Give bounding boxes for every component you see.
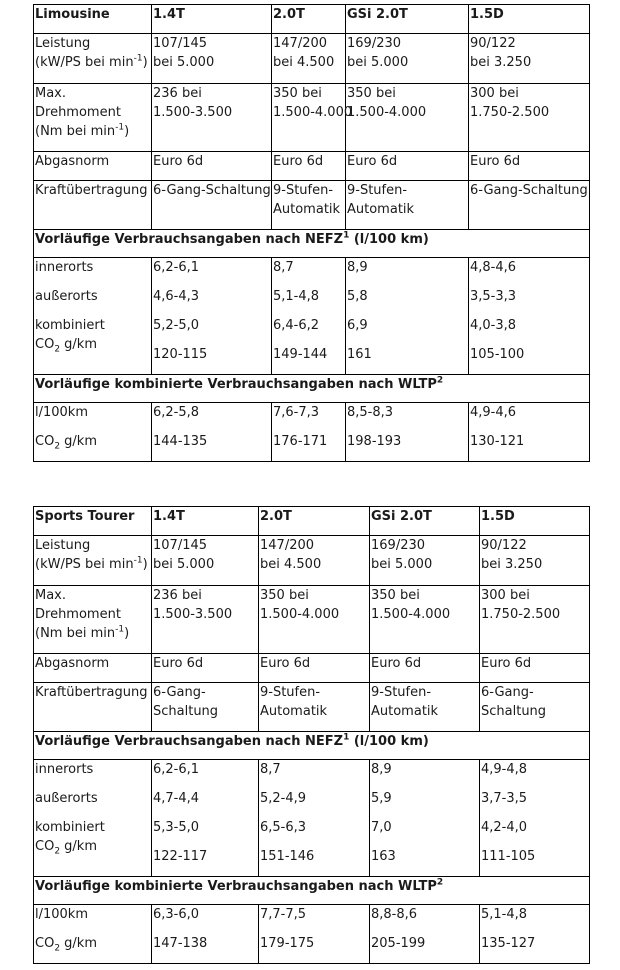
table-cell: 9-Stufen- Automatik bbox=[346, 181, 469, 230]
table-cell: 350 bei 1.500-4.000 bbox=[272, 84, 346, 152]
table-cell: 300 bei 1.750-2.500 bbox=[480, 586, 590, 654]
table-cell: 9-Stufen- Automatik bbox=[259, 683, 370, 732]
table-row bbox=[34, 536, 590, 586]
table-cell: Euro 6d bbox=[480, 654, 590, 683]
table-cell: 6-Gang- Schaltung bbox=[152, 683, 259, 732]
row-label-wltp: l/100km $CO_2$ g/km bbox=[34, 905, 152, 964]
table-cell: 9-Stufen- Automatik bbox=[370, 683, 480, 732]
table-cell: 6-Gang-Schaltung bbox=[469, 181, 590, 230]
row-label-drehmoment: Max. Drehmoment (Nm bei $\min^{-1}$) bbox=[34, 586, 152, 654]
table-row bbox=[34, 654, 590, 683]
table-row bbox=[34, 683, 590, 732]
row-label-verbrauch: innerorts außerorts kombiniert $CO_2$ g/km bbox=[34, 760, 152, 877]
table-cell: Euro 6d bbox=[370, 654, 480, 683]
table-cell: 5,1-4,8 135-127 bbox=[480, 905, 590, 964]
column-header: 2.0T bbox=[259, 507, 370, 536]
table-row bbox=[34, 152, 590, 181]
section-row bbox=[34, 375, 590, 403]
section-heading-wltp: Vorläufige kombinierte Verbrauchsangaben nach WLTP$^2$ bbox=[34, 877, 590, 905]
table-heading: Limousine bbox=[34, 5, 152, 34]
table-cell: Euro 6d bbox=[259, 654, 370, 683]
section-heading-nefz: Vorläufige Verbrauchsangaben nach NEFZ$^1$ (l/100 km) bbox=[34, 732, 590, 760]
table-cell: Euro 6d bbox=[469, 152, 590, 181]
table-cell: 8,7 5,2-4,9 6,5-6,3 151-146 bbox=[259, 760, 370, 877]
column-header: 1.5D bbox=[480, 507, 590, 536]
table-cell: 236 bei 1.500-3.500 bbox=[152, 84, 272, 152]
table-row bbox=[34, 181, 590, 230]
column-header: 2.0T bbox=[272, 5, 346, 34]
table-cell: 4,8-4,6 3,5-3,3 4,0-3,8 105-100 bbox=[469, 258, 590, 375]
row-label-abgasnorm: Abgasnorm bbox=[34, 654, 152, 683]
limousine-table bbox=[33, 4, 590, 462]
table-cell: 4,9-4,6 130-121 bbox=[469, 403, 590, 462]
table-cell: Euro 6d bbox=[272, 152, 346, 181]
table-row bbox=[34, 760, 590, 877]
table-cell: 90/122 bei 3.250 bbox=[480, 536, 590, 586]
table-row bbox=[34, 586, 590, 654]
table-cell: 8,8-8,6 205-199 bbox=[370, 905, 480, 964]
table-cell: 8,5-8,3 198-193 bbox=[346, 403, 469, 462]
table-cell: 7,6-7,3 176-171 bbox=[272, 403, 346, 462]
column-header: 1.4T bbox=[152, 5, 272, 34]
table-cell: 8,7 5,1-4,8 6,4-6,2 149-144 bbox=[272, 258, 346, 375]
table-cell: 6-Gang-Schaltung bbox=[152, 181, 272, 230]
table-row bbox=[34, 84, 590, 152]
table-cell: 8,9 5,9 7,0 163 bbox=[370, 760, 480, 877]
table-row bbox=[34, 34, 590, 84]
table-cell: 350 bei 1.500-4.000 bbox=[370, 586, 480, 654]
table-cell: 6,3-6,0 147-138 bbox=[152, 905, 259, 964]
row-label-kraftuebertragung: Kraftübertragung bbox=[34, 181, 152, 230]
table-cell: 350 bei 1.500-4.000 bbox=[346, 84, 469, 152]
table-cell: 300 bei 1.750-2.500 bbox=[469, 84, 590, 152]
table-cell: 9-Stufen- Automatik bbox=[272, 181, 346, 230]
table-row bbox=[34, 905, 590, 964]
table-cell: 147/200 bei 4.500 bbox=[272, 34, 346, 84]
table-cell: 147/200 bei 4.500 bbox=[259, 536, 370, 586]
table-cell: 6,2-5,8 144-135 bbox=[152, 403, 272, 462]
table-cell: 8,9 5,8 6,9 161 bbox=[346, 258, 469, 375]
row-label-leistung: Leistung (kW/PS bei $\min^{-1}$) bbox=[34, 34, 152, 84]
section-heading-wltp: Vorläufige kombinierte Verbrauchsangaben nach WLTP$^2$ bbox=[34, 375, 590, 403]
column-header: GSi 2.0T bbox=[370, 507, 480, 536]
table-heading: Sports Tourer bbox=[34, 507, 152, 536]
table-row bbox=[34, 403, 590, 462]
table-cell: Euro 6d bbox=[346, 152, 469, 181]
row-label-verbrauch: innerorts außerorts kombiniert $CO_2$ g/km bbox=[34, 258, 152, 375]
table-cell: 6-Gang- Schaltung bbox=[480, 683, 590, 732]
row-label-drehmoment: Max. Drehmoment (Nm bei $\min^{-1}$) bbox=[34, 84, 152, 152]
table-cell: 90/122 bei 3.250 bbox=[469, 34, 590, 84]
table-cell: 4,9-4,8 3,7-3,5 4,2-4,0 111-105 bbox=[480, 760, 590, 877]
row-label-abgasnorm: Abgasnorm bbox=[34, 152, 152, 181]
column-header: 1.4T bbox=[152, 507, 259, 536]
table-cell: 236 bei 1.500-3.500 bbox=[152, 586, 259, 654]
table-cell: 107/145 bei 5.000 bbox=[152, 34, 272, 84]
row-label-kraftuebertragung: Kraftübertragung bbox=[34, 683, 152, 732]
table-cell: 7,7-7,5 179-175 bbox=[259, 905, 370, 964]
sports-tourer-table bbox=[33, 506, 590, 964]
row-label-leistung: Leistung (kW/PS bei $\min^{-1}$) bbox=[34, 536, 152, 586]
column-header: 1.5D bbox=[469, 5, 590, 34]
table-cell: 6,2-6,1 4,6-4,3 5,2-5,0 120-115 bbox=[152, 258, 272, 375]
section-heading-nefz: Vorläufige Verbrauchsangaben nach NEFZ$^1$ (l/100 km) bbox=[34, 230, 590, 258]
table-cell: 6,2-6,1 4,7-4,4 5,3-5,0 122-117 bbox=[152, 760, 259, 877]
table-cell: 169/230 bei 5.000 bbox=[346, 34, 469, 84]
table-cell: 350 bei 1.500-4.000 bbox=[259, 586, 370, 654]
section-row bbox=[34, 877, 590, 905]
table-cell: Euro 6d bbox=[152, 152, 272, 181]
table-row bbox=[34, 258, 590, 375]
column-header: GSi 2.0T bbox=[346, 5, 469, 34]
table-cell: 107/145 bei 5.000 bbox=[152, 536, 259, 586]
table-cell: 169/230 bei 5.000 bbox=[370, 536, 480, 586]
section-row bbox=[34, 230, 590, 258]
row-label-wltp: l/100km $CO_2$ g/km bbox=[34, 403, 152, 462]
section-row bbox=[34, 732, 590, 760]
table-cell: Euro 6d bbox=[152, 654, 259, 683]
